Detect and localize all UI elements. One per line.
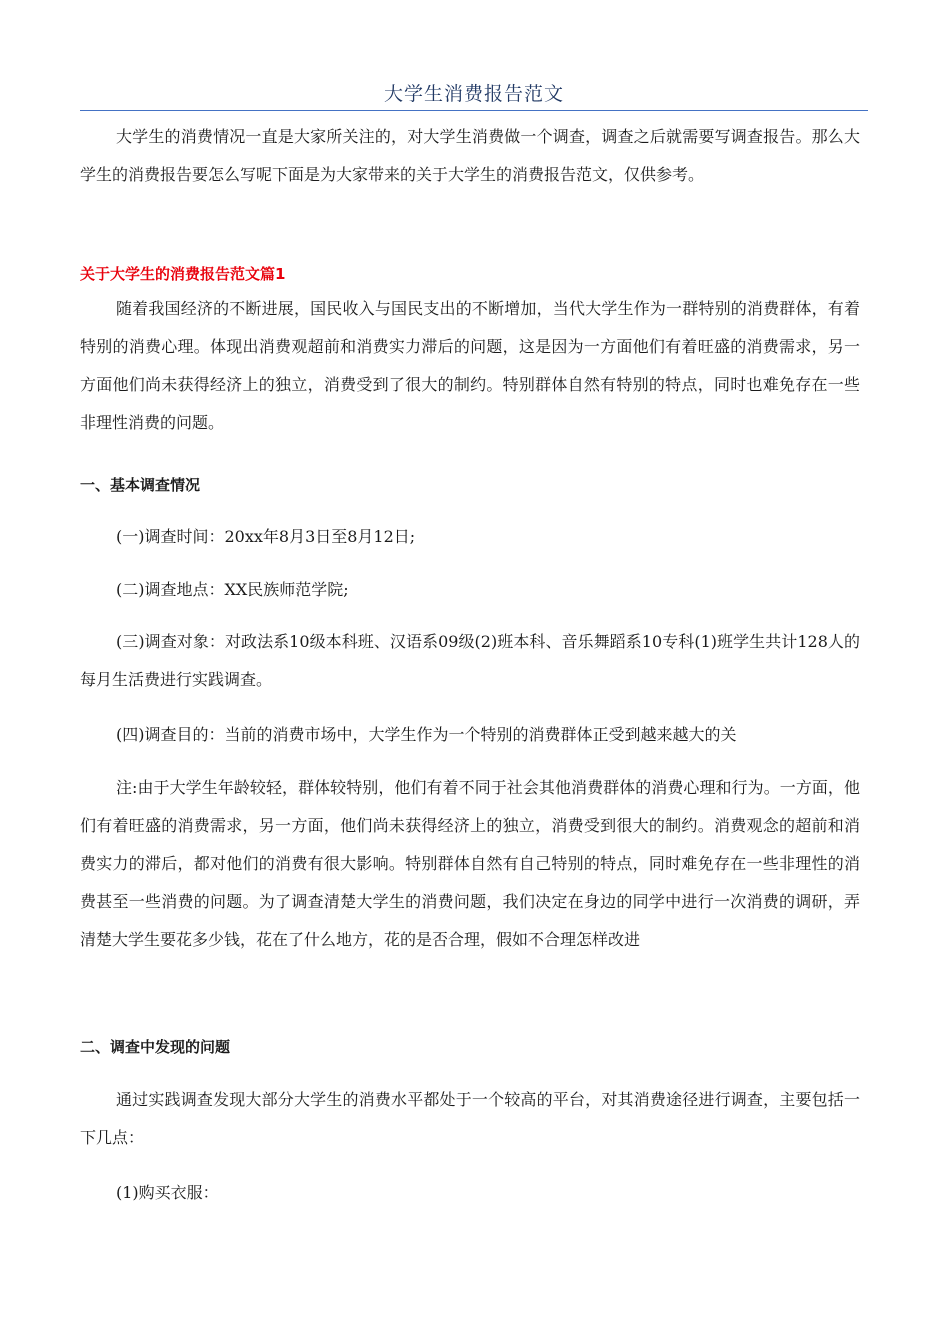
- survey-purpose-item: (四)调查目的：当前的消费市场中，大学生作为一个特别的消费群体正受到越来越大的关: [116, 725, 737, 744]
- survey-subjects-item: (三)调查对象：对政法系10级本科班、汉语系09级(2)班本科、音乐舞蹈系10专科(1)班学生共计128人的每月生活费进行实践调查。: [80, 632, 860, 689]
- note-paragraph: 注:由于大学生年龄较轻，群体较特别，他们有着不同于社会其他消费群体的消费心理和行为。一方面，他们有着旺盛的消费需求，另一方面，他们尚未获得经济上的独立，消费受到很大的制约。消费观念的超前和消费实力的滞后，都对他们的消费有很大影响。特别群体自然有自己特别的特点，同时难免存在一些非理性的消费甚至一些消费的问题。为了调查清楚大学生的消费问题，我们决定在身边的同学中进行一次消费的调研，弄清楚大学生要花多少钱，花在了什么地方，花的是否合理，假如不合理怎样改进: [80, 778, 860, 949]
- section1-paragraph: 随着我国经济的不断进展，国民收入与国民支出的不断增加，当代大学生作为一群特别的消费群体，有着特别的消费心理。体现出消费观超前和消费实力滞后的问题，这是因为一方面他们有着旺盛的消费需求，另一方面他们尚未获得经济上的独立，消费受到了很大的制约。特别群体自然有特别的特点，同时也难免存在一些非理性消费的问题。: [80, 299, 860, 432]
- problems-paragraph: 通过实践调查发现大部分大学生的消费水平都处于一个较高的平台，对其消费途径进行调查，主要包括一下几点：: [80, 1090, 860, 1147]
- title-underline: [80, 110, 868, 111]
- section-heading-article-1: 关于大学生的消费报告范文篇1: [80, 265, 286, 283]
- intro-paragraph: 大学生的消费情况一直是大家所关注的，对大学生消费做一个调查，调查之后就需要写调查报告。那么大学生的消费报告要怎么写呢下面是为大家带来的关于大学生的消费报告范文，仅供参考。: [80, 127, 860, 184]
- heading-basic-survey: 一、基本调查情况: [80, 476, 201, 494]
- survey-location-item: (二)调查地点：XX民族师范学院;: [116, 580, 349, 599]
- heading-problems-found: 二、调查中发现的问题: [80, 1038, 231, 1056]
- survey-time-item: (一)调查时间：20xx年8月3日至8月12日;: [116, 527, 416, 546]
- document-title: 大学生消费报告范文: [383, 83, 564, 105]
- problems-item-clothing: (1)购买衣服：: [116, 1183, 219, 1202]
